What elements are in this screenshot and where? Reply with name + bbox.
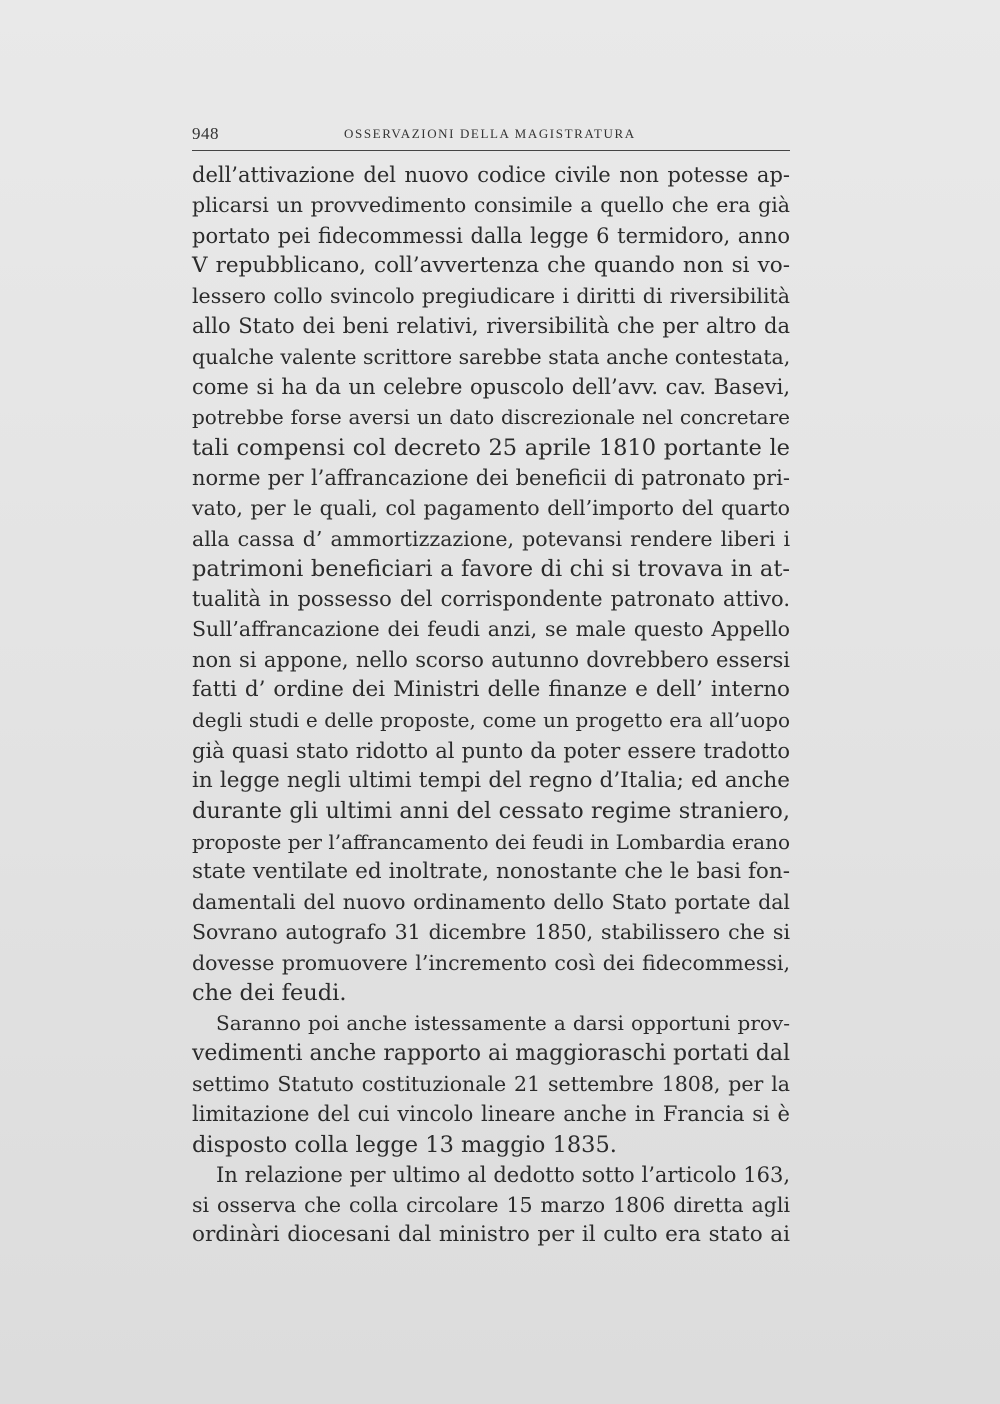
text-line: alla cassa d’ ammortizzazione, potevansi rendere liberi i	[192, 526, 790, 551]
text-line: limitazione del cui vincolo lineare anche in Francia si è	[192, 1102, 790, 1127]
text-line: in legge negli ultimi tempi del regno d’Italia; ed anche	[192, 767, 790, 793]
text-line: norme per l’affrancazione dei beneficii di patronato pri-	[192, 465, 790, 490]
text-line: durante gli ultimi anni del cessato regime straniero,	[192, 798, 790, 825]
text-line: non si appone, nello scorso autunno dovrebbero essersi	[192, 647, 790, 672]
text-line: patrimoni beneficiari a favore di chi si trovava in at-	[192, 555, 790, 582]
text-line: dovesse promuovere l’incremento così dei fidecommessi,	[192, 950, 790, 975]
paragraph-end-line: che dei feudi.	[192, 980, 347, 1007]
text-line: già quasi stato ridotto al punto da poter essere tradotto	[192, 738, 790, 763]
page-number: 948	[192, 124, 219, 143]
text-line: tali compensi col decreto 25 aprile 1810 portante le	[192, 434, 790, 461]
paragraph-start-line: Saranno poi anche istessamente a darsi opportuni prov-	[216, 1011, 790, 1036]
text-line: plicarsi un provvedimento consimile a quello che era già	[192, 193, 790, 218]
text-line: vedimenti anche rapporto ai maggioraschi portati dal	[192, 1040, 790, 1066]
text-line: allo Stato dei beni relativi, riversibilità che per altro da	[192, 314, 790, 339]
text-line: fatti d’ ordine dei Ministri delle finanze e dell’ interno	[192, 677, 790, 703]
text-line: qualche valente scrittore sarebbe stata anche contestata,	[192, 344, 791, 369]
text-line: state ventilate ed inoltrate, nonostante che le basi fon-	[192, 858, 790, 884]
body-text	[192, 160, 790, 1251]
text-line: tualità in possesso del corrispondente patronato attivo.	[192, 587, 790, 612]
text-line: Sull’affrancazione dei feudi anzi, se male questo Appello	[192, 617, 790, 642]
running-title: OSSERVAZIONI DELLA MAGISTRATURA	[344, 126, 636, 141]
text-line: portato pei fidecommessi dalla legge 6 termidoro, anno	[192, 223, 790, 248]
text-line: dell’attivazione del nuovo codice civile non potesse ap-	[192, 163, 790, 187]
text-line: si osserva che colla circolare 15 marzo 1806 diretta agli	[192, 1193, 790, 1218]
paragraph-end-line: disposto colla legge 13 maggio 1835.	[192, 1131, 617, 1158]
text-line: damentali del nuovo ordinamento dello Stato portate dal	[192, 890, 790, 915]
text-line: come si ha da un celebre opuscolo dell’avv. cav. Basevi,	[192, 375, 790, 400]
text-line: degli studi e delle proposte, come un progetto era all’uopo	[192, 708, 790, 733]
text-line: potrebbe forse aversi un dato discrezionale nel concretare	[192, 405, 790, 430]
text-line: settimo Statuto costituzionale 21 settembre 1808, per la	[192, 1071, 790, 1096]
text-line: ordinàri diocesani dal ministro per il culto era stato ai	[192, 1222, 790, 1248]
text-line: vato, per le quali, col pagamento dell’importo del quarto	[192, 496, 790, 521]
text-line: lessero collo svincolo pregiudicare i diritti di riversibilità	[192, 284, 790, 309]
text-line: V repubblicano, coll’avvertenza che quando non si vo-	[192, 252, 790, 278]
paragraph-start-line: In relazione per ultimo al dedotto sotto l’articolo 163,	[216, 1162, 790, 1187]
page-header	[192, 124, 790, 146]
text-line: Sovrano autografo 31 dicembre 1850, stabilissero che si	[192, 920, 790, 945]
text-line: proposte per l’affrancamento dei feudi in Lombardia erano	[192, 829, 790, 854]
header-divider	[192, 150, 790, 151]
